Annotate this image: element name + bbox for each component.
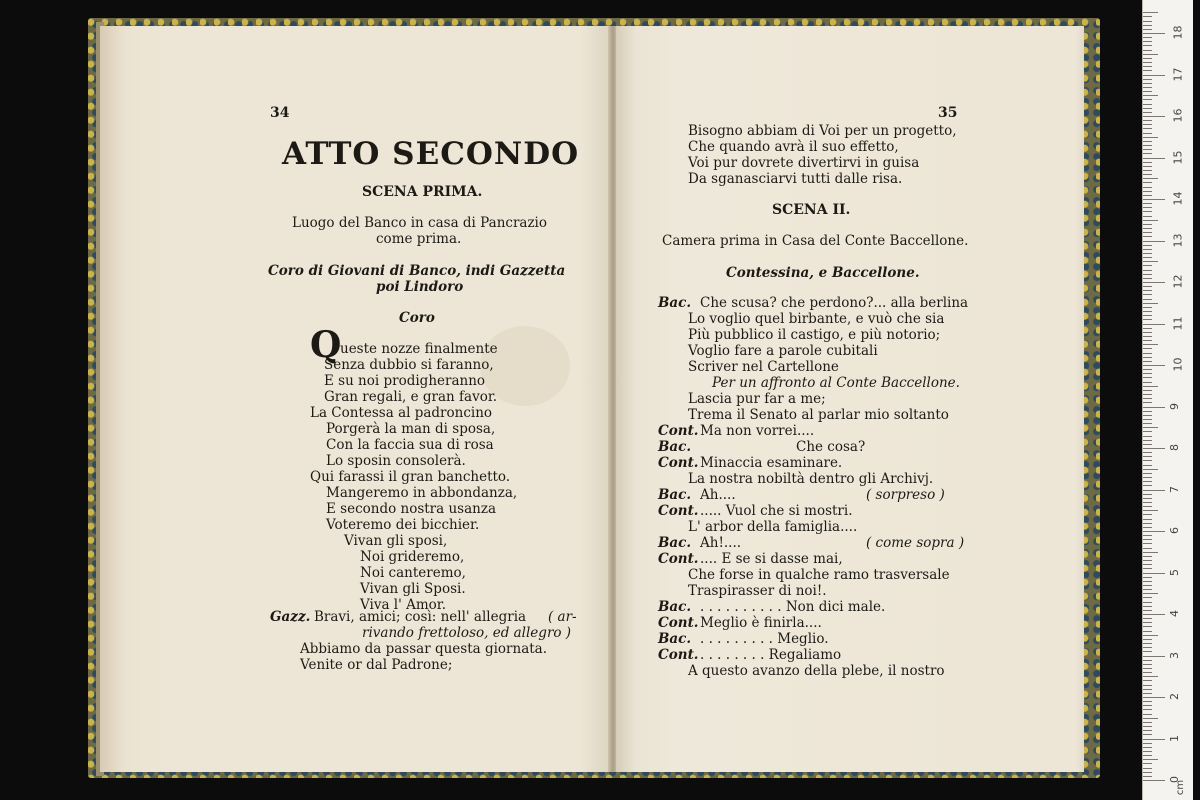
ruler-tick <box>1143 602 1152 603</box>
ruler-tick <box>1143 440 1152 441</box>
ruler-tick <box>1143 577 1152 578</box>
ruler-tick <box>1143 419 1152 420</box>
ruler-tick <box>1143 33 1165 34</box>
ruler-tick <box>1143 299 1152 300</box>
dialogue-line: Che cosa? <box>796 439 866 455</box>
ruler-label: 15 <box>1171 150 1185 164</box>
dialogue-line: Voglio fare a parole cubitali <box>688 343 878 359</box>
dialogue-line: La nostra nobiltà dentro gli Archivj. <box>688 471 934 487</box>
dialogue-line: Trema il Senato al parlar mio soltanto <box>688 407 949 423</box>
ruler-tick <box>1143 539 1152 540</box>
stage-direction: rivando frettoloso, ed allegro ) <box>362 625 572 641</box>
ruler-tick <box>1143 394 1152 395</box>
ruler-tick <box>1143 552 1158 553</box>
verse-line: Bravi, amici; così: nell' allegria <box>314 609 527 625</box>
ruler-tick <box>1143 216 1152 217</box>
ruler-label: 0 <box>1168 776 1181 783</box>
ruler-tick <box>1143 270 1152 271</box>
ruler-label: 7 <box>1168 485 1181 493</box>
ruler-tick <box>1143 236 1152 237</box>
ruler-tick <box>1143 469 1158 470</box>
ruler-tick <box>1143 498 1152 499</box>
ruler-tick <box>1143 427 1158 428</box>
ruler-tick <box>1143 680 1152 681</box>
verse-line: La Contessa al padroncino <box>310 405 493 421</box>
setting-line: come prima. <box>376 231 462 247</box>
dialogue-line: Ah.... <box>700 487 736 503</box>
ruler-tick <box>1143 506 1152 507</box>
ruler-tick <box>1143 573 1165 574</box>
ruler-tick <box>1143 220 1158 221</box>
dialogue-line: A questo avanzo della plebe, il nostro <box>688 663 945 679</box>
dialogue-line: Meglio è finirla.... <box>700 615 822 631</box>
scene-heading: SCENA II. <box>772 202 851 218</box>
ruler-tick <box>1143 776 1152 777</box>
ruler-tick <box>1143 228 1152 229</box>
ruler-tick <box>1143 149 1152 150</box>
ruler-label: 8 <box>1168 444 1181 451</box>
verse-line: Vivan gli Sposi. <box>360 581 466 597</box>
ruler-tick <box>1143 589 1152 590</box>
ruler-tick <box>1143 527 1152 528</box>
ruler-tick <box>1143 481 1152 482</box>
ruler-tick <box>1143 510 1158 511</box>
scene-heading: SCENA PRIMA. <box>362 184 483 200</box>
setting-line: Luogo del Banco in casa di Pancrazio <box>292 215 548 231</box>
ruler-tick <box>1143 460 1152 461</box>
verse-line: Abbiamo da passar questa giornata. <box>300 641 548 657</box>
ruler-tick <box>1143 124 1152 125</box>
verse-line: Bisogno abbiam di Voi per un progetto, <box>688 123 957 139</box>
ruler-tick <box>1143 195 1152 196</box>
ruler-tick <box>1143 780 1165 781</box>
verse-line: Vivan gli sposi, <box>344 533 448 549</box>
ruler-tick <box>1143 606 1152 607</box>
ruler-tick <box>1143 514 1152 515</box>
ruler-tick <box>1143 66 1152 67</box>
ruler-tick <box>1143 153 1152 154</box>
ruler-tick <box>1143 535 1152 536</box>
speaker-label: Bac. <box>658 439 692 455</box>
dialogue-line: Che scusa? che perdono?... alla berlina <box>700 295 969 311</box>
ruler-tick <box>1143 365 1165 366</box>
ruler-tick <box>1143 187 1152 188</box>
ruler-tick <box>1143 25 1152 26</box>
ruler-tick <box>1143 660 1152 661</box>
dialogue-line: . . . . . . . . Regaliamo <box>700 647 842 663</box>
ruler-tick <box>1143 701 1152 702</box>
dialogue-line: . . . . . . . . . Meglio. <box>700 631 829 647</box>
ruler-tick <box>1143 734 1152 735</box>
verse-line: Venite or dal Padrone; <box>300 657 453 673</box>
ruler-tick <box>1143 108 1152 109</box>
ruler-tick <box>1143 718 1158 719</box>
ruler-tick <box>1143 490 1165 491</box>
ruler-tick <box>1143 319 1152 320</box>
verse-line: E su noi prodigheranno <box>324 373 486 389</box>
ruler-tick <box>1143 249 1152 250</box>
ruler-tick <box>1143 722 1152 723</box>
ruler-tick <box>1143 128 1152 129</box>
ruler-tick <box>1143 245 1152 246</box>
ruler-tick <box>1143 87 1152 88</box>
ruler-tick <box>1143 353 1152 354</box>
ruler-label: 6 <box>1168 527 1181 534</box>
ruler-tick <box>1143 622 1152 623</box>
ruler-tick <box>1143 141 1152 142</box>
ruler-tick <box>1143 58 1152 59</box>
ruler-tick <box>1143 253 1152 254</box>
characters-line: Contessina, e Baccellone. <box>726 265 920 281</box>
ruler-tick <box>1143 95 1158 96</box>
drop-cap: Q <box>310 324 342 366</box>
ruler-label: 3 <box>1168 651 1181 659</box>
ruler-tick <box>1143 274 1152 275</box>
ruler-tick <box>1143 311 1152 312</box>
verse-line: Qui farassi il gran banchetto. <box>310 469 511 485</box>
ruler-tick <box>1143 564 1152 565</box>
ruler-label: 13 <box>1171 233 1185 247</box>
ruler-tick <box>1143 369 1152 370</box>
ruler-label: 18 <box>1171 25 1185 40</box>
ruler-tick <box>1143 62 1152 63</box>
ruler-tick <box>1143 651 1152 652</box>
verse-line: Gran regali, e gran favor. <box>324 389 498 405</box>
verse-line: Voi pur dovrete divertirvi in guisa <box>688 155 920 171</box>
ruler-tick <box>1143 743 1152 744</box>
ruler-tick <box>1143 656 1165 657</box>
ruler-tick <box>1143 407 1165 408</box>
ruler-tick <box>1143 145 1152 146</box>
ruler-tick <box>1143 373 1152 374</box>
ruler-tick <box>1143 473 1152 474</box>
ruler-label: 17 <box>1171 67 1185 81</box>
speaker-label: Bac. <box>658 535 692 551</box>
ruler-tick <box>1143 647 1152 648</box>
ruler-tick <box>1143 494 1152 495</box>
verse-line: Voteremo dei bicchier. <box>326 517 480 533</box>
ruler-label: 9 <box>1168 402 1181 410</box>
ruler-tick <box>1143 377 1152 378</box>
speaker-label: Cont. <box>658 455 699 471</box>
speaker-label: Cont. <box>658 615 699 631</box>
measuring-ruler <box>1142 0 1193 800</box>
ruler-tick <box>1143 597 1152 598</box>
ruler-tick <box>1143 99 1152 100</box>
verse-line: ueste nozze finalmente <box>340 341 498 357</box>
ruler-tick <box>1143 431 1152 432</box>
ruler-tick <box>1143 581 1152 582</box>
ruler-tick <box>1143 112 1152 113</box>
ruler-tick <box>1143 568 1152 569</box>
ruler-tick <box>1143 531 1165 532</box>
ruler-tick <box>1143 548 1152 549</box>
ruler-tick <box>1143 282 1165 283</box>
ruler-tick <box>1143 104 1152 105</box>
ruler-tick <box>1143 618 1152 619</box>
ruler-tick <box>1143 37 1152 38</box>
ruler-tick <box>1143 523 1152 524</box>
ruler-tick <box>1143 593 1158 594</box>
ruler-label: 11 <box>1171 316 1185 330</box>
ruler-tick <box>1143 714 1152 715</box>
ruler-tick <box>1143 303 1158 304</box>
ruler-tick <box>1143 751 1152 752</box>
ruler-tick <box>1143 398 1152 399</box>
ruler-tick <box>1143 294 1152 295</box>
speaker-label: Bac. <box>658 295 692 311</box>
ruler-tick <box>1143 759 1158 760</box>
stage-direction: ( come sopra ) <box>866 535 965 551</box>
ruler-tick <box>1143 689 1152 690</box>
ruler-tick <box>1143 170 1152 171</box>
ruler-tick <box>1143 423 1152 424</box>
ruler-tick <box>1143 402 1152 403</box>
ruler-label: 14 <box>1171 191 1185 206</box>
ruler-tick <box>1143 502 1152 503</box>
ruler-tick <box>1143 726 1152 727</box>
ruler-tick <box>1143 54 1158 55</box>
left-page <box>100 26 612 772</box>
ruler-tick <box>1143 697 1165 698</box>
ruler-tick <box>1143 211 1152 212</box>
ruler-tick <box>1143 444 1152 445</box>
ruler-tick <box>1143 324 1165 325</box>
ruler-tick <box>1143 610 1152 611</box>
ruler-tick <box>1143 763 1152 764</box>
right-page <box>616 26 1084 772</box>
ruler-tick <box>1143 278 1152 279</box>
ruler-tick <box>1143 191 1152 192</box>
ruler-tick <box>1143 241 1165 242</box>
ruler-tick <box>1143 543 1152 544</box>
ruler-tick <box>1143 477 1152 478</box>
ruler-label: 2 <box>1168 693 1181 700</box>
dialogue-line: Più pubblico il castigo, e più notorio; <box>688 327 941 343</box>
verse-line: Che quando avrà il suo effetto, <box>688 139 899 155</box>
ruler-label: 5 <box>1168 568 1181 576</box>
speaker-label: Cont. <box>658 503 699 519</box>
dialogue-line: .... E se si dasse mai, <box>700 551 843 567</box>
ruler-tick <box>1143 257 1152 258</box>
speaker-label: Bac. <box>658 487 692 503</box>
dialogue-line: Minaccia esaminare. <box>700 455 843 471</box>
ruler-tick <box>1143 133 1152 134</box>
ruler-tick <box>1143 307 1152 308</box>
stage-direction: ( sorpreso ) <box>866 487 945 503</box>
characters-line: poi Lindoro <box>376 279 464 295</box>
dialogue-line: Scriver nel Cartellone <box>688 359 839 375</box>
ruler-tick <box>1143 556 1152 557</box>
ruler-tick <box>1143 286 1152 287</box>
speaker-label: Bac. <box>658 631 692 647</box>
verse-line: Noi canteremo, <box>360 565 466 581</box>
setting-line: Camera prima in Casa del Conte Baccellone. <box>662 233 969 249</box>
dialogue-line: ..... Vuol che si mostri. <box>700 503 853 519</box>
ruler-tick <box>1143 83 1152 84</box>
dialogue-line: . . . . . . . . . . Non dici male. <box>700 599 886 615</box>
ruler-tick <box>1143 452 1152 453</box>
verse-line: Lo sposin consolerà. <box>326 453 466 469</box>
speaker-label: Cont. <box>658 647 699 663</box>
ruler-tick <box>1143 79 1152 80</box>
ruler-tick <box>1143 182 1152 183</box>
verse-line: Senza dubbio si faranno, <box>324 357 494 373</box>
ruler-tick <box>1143 162 1152 163</box>
ruler-tick <box>1143 668 1152 669</box>
stage-direction: ( ar- <box>548 609 577 625</box>
ruler-tick <box>1143 709 1152 710</box>
ruler-tick <box>1143 29 1152 30</box>
ruler-tick <box>1143 436 1152 437</box>
ruler-tick <box>1143 340 1152 341</box>
ruler-tick <box>1143 664 1152 665</box>
speaker-label: Bac. <box>658 599 692 615</box>
ruler-tick <box>1143 626 1152 627</box>
speaker-label: Gazz. <box>270 609 311 625</box>
ruler-tick <box>1143 261 1158 262</box>
ruler-tick <box>1143 174 1152 175</box>
ruler-tick <box>1143 50 1152 51</box>
ruler-tick <box>1143 203 1152 204</box>
ruler-tick <box>1143 747 1152 748</box>
characters-line: Coro di Giovani di Banco, indi Gazzetta <box>268 263 566 279</box>
verse-line: Con la faccia sua di rosa <box>326 437 494 453</box>
ruler-tick <box>1143 158 1165 159</box>
ruler-tick <box>1143 120 1152 121</box>
ruler-tick <box>1143 693 1152 694</box>
ruler-tick <box>1143 224 1152 225</box>
ruler-tick <box>1143 386 1158 387</box>
ruler-tick <box>1143 75 1165 76</box>
ruler-tick <box>1143 519 1152 520</box>
speaker-label: Cont. <box>658 423 699 439</box>
ruler-tick <box>1143 456 1152 457</box>
ruler-tick <box>1143 705 1152 706</box>
ruler-tick <box>1143 12 1158 13</box>
ruler-tick <box>1143 166 1152 167</box>
ruler-tick <box>1143 91 1152 92</box>
ruler-unit: cm <box>1175 779 1187 796</box>
ruler-tick <box>1143 739 1165 740</box>
ruler-tick <box>1143 178 1158 179</box>
ruler-tick <box>1143 448 1165 449</box>
ruler-tick <box>1143 390 1152 391</box>
verse-line: Viva l' Amor. <box>360 597 447 613</box>
dialogue-line: Ah!.... <box>700 535 742 551</box>
ruler-tick <box>1143 635 1158 636</box>
dialogue-line: Per un affronto al Conte Baccellone. <box>712 375 960 391</box>
ruler-tick <box>1143 332 1152 333</box>
ruler-tick <box>1143 465 1152 466</box>
verse-line: Da sganasciarvi tutti dalle risa. <box>688 171 903 187</box>
ruler-tick <box>1143 348 1152 349</box>
verse-line: Mangeremo in abbondanza, <box>326 485 518 501</box>
ruler-tick <box>1143 21 1152 22</box>
ruler-tick <box>1143 361 1152 362</box>
act-title: ATTO SECONDO <box>282 136 580 172</box>
ruler-tick <box>1143 730 1152 731</box>
ruler-tick <box>1143 116 1165 117</box>
verse-line: E secondo nostra usanza <box>326 501 497 517</box>
dialogue-line: Lo voglio quel birbante, e vuò che sia <box>688 311 945 327</box>
dialogue-line: L' arbor della famiglia.... <box>688 519 858 535</box>
ruler-tick <box>1143 614 1165 615</box>
ruler-tick <box>1143 485 1152 486</box>
dialogue-line: Ma non vorrei.... <box>700 423 815 439</box>
ruler-tick <box>1143 137 1158 138</box>
speaker-label: Cont. <box>658 551 699 567</box>
verse-line: Porgerà la man di sposa, <box>326 421 496 437</box>
ruler-label: 1 <box>1168 734 1181 742</box>
ruler-tick <box>1143 631 1152 632</box>
ruler-tick <box>1143 415 1152 416</box>
ruler-tick <box>1143 768 1152 769</box>
ruler-tick <box>1143 336 1152 337</box>
ruler-label: 16 <box>1171 108 1185 123</box>
ruler-tick <box>1143 232 1152 233</box>
ruler-tick <box>1143 772 1152 773</box>
ruler-tick <box>1143 199 1165 200</box>
page-number: 34 <box>270 105 290 121</box>
ruler-tick <box>1143 70 1152 71</box>
ruler-tick <box>1143 290 1152 291</box>
page-number: 35 <box>938 105 958 121</box>
ruler-tick <box>1143 672 1152 673</box>
ruler-tick <box>1143 207 1152 208</box>
ruler-tick <box>1143 639 1152 640</box>
dialogue-line: Traspirasser di noi!. <box>688 583 827 599</box>
ruler-tick <box>1143 676 1158 677</box>
ruler-tick <box>1143 45 1152 46</box>
ruler-label: 12 <box>1171 274 1185 289</box>
ruler-tick <box>1143 16 1152 17</box>
ruler-tick <box>1143 382 1152 383</box>
ruler-label: 10 <box>1171 357 1185 372</box>
ruler-tick <box>1143 643 1152 644</box>
ruler-tick <box>1143 265 1152 266</box>
ruler-tick <box>1143 328 1152 329</box>
ruler-tick <box>1143 685 1152 686</box>
ruler-tick <box>1143 585 1152 586</box>
ruler-tick <box>1143 411 1152 412</box>
verse-line: Noi grideremo, <box>360 549 465 565</box>
chorus-heading: Coro <box>399 310 435 326</box>
ruler-label: 4 <box>1168 610 1181 617</box>
ruler-tick <box>1143 344 1158 345</box>
ruler-tick <box>1143 41 1152 42</box>
dialogue-line: Lascia pur far a me; <box>688 391 826 407</box>
dialogue-line: Che forse in qualche ramo trasversale <box>688 567 950 583</box>
ruler-tick <box>1143 755 1152 756</box>
ruler-tick <box>1143 560 1152 561</box>
ruler-tick <box>1143 315 1152 316</box>
ruler-tick <box>1143 357 1152 358</box>
